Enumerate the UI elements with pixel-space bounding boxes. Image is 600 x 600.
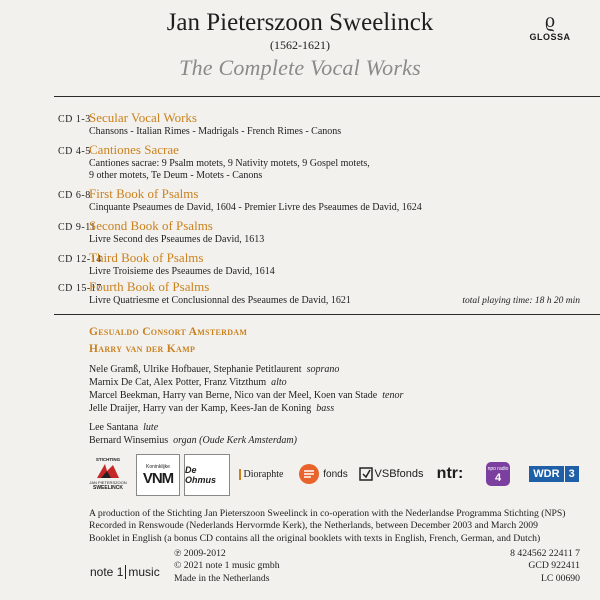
section-desc: Cantiones sacrae: 9 Psalm motets, 9 Nativity motets, 9 Gospel motets,: [89, 158, 370, 169]
section-desc: Livre Troisieme des Pseaumes de David, 1614: [89, 266, 275, 277]
copyright-block: [174, 548, 280, 585]
production-line: A production of the Stichting Jan Pieterszoon Sweelinck in co-operation with the Nederlandse Programma Stichting (NPS): [89, 508, 566, 519]
performer-names: Marnix De Cat, Alex Potter, Franz Vitzthum: [89, 377, 267, 388]
vsbfonds-logo: VSBfonds: [356, 452, 426, 496]
conductor-name: Harry van der Kamp: [89, 343, 196, 355]
pb-fonds-icon: [298, 463, 320, 485]
copyright-line: ℗ 2009-2012: [174, 548, 226, 559]
performer-role: soprano: [306, 364, 340, 375]
section-title: Third Book of Psalms: [89, 250, 204, 265]
performer-line: [89, 422, 158, 434]
top-divider: [54, 96, 600, 97]
composer-dates: (1562-1621): [270, 38, 330, 52]
kvnm-logo: Koninklijke VNM: [136, 454, 180, 496]
sponsor-logos: [86, 452, 586, 500]
catalogue-codes: [510, 548, 580, 585]
catalogue-number: GCD 922411: [528, 560, 580, 572]
middle-divider: [54, 314, 600, 315]
stichting-sweelinck-logo: STICHTING JAN PIETERSZOON SWEELINCK: [89, 457, 127, 491]
performer-names: Jelle Draijer, Harry van der Kamp, Kees-Jan de Koning: [89, 403, 312, 414]
production-line: Booklet in English (a bonus CD contains all the original booklets with texts in English, French, German, and Dutch): [89, 532, 541, 544]
cd-label: CD 6-8: [58, 190, 91, 201]
cd-label: CD 12-14: [58, 254, 102, 265]
copyright-line: Made in the Netherlands: [174, 572, 270, 584]
cd-label: CD 4-5: [58, 146, 91, 157]
stichting-emblem-icon: [93, 462, 123, 480]
section-title: First Book of Psalms: [89, 186, 199, 201]
album-subtitle: The Complete Vocal Works: [179, 55, 421, 80]
performer-line: [89, 390, 403, 402]
performer-names: Lee Santana: [89, 422, 139, 433]
composer-name: Jan Pieterszoon Sweelinck: [166, 9, 434, 36]
cd-label: CD 15-17: [58, 283, 102, 294]
performer-line: [89, 377, 287, 389]
performer-names: Nele Gramß, Ulrike Hofbauer, Stephanie Petitlaurent: [89, 364, 302, 375]
performer-role: lute: [143, 422, 159, 433]
performer-role: organ (Oude Kerk Amsterdam): [173, 435, 297, 446]
cd-label: CD 9-11: [58, 222, 96, 233]
section-title: Fourth Book of Psalms: [89, 279, 210, 294]
barcode-number: 8 424562 22411 7: [510, 548, 580, 559]
performer-role: tenor: [382, 390, 404, 401]
section-desc: Livre Second des Pseaumes de David, 1613: [89, 234, 265, 245]
note1-music-logo: note 1 music: [90, 565, 160, 579]
glossa-logo: [520, 10, 580, 42]
performer-line: [89, 435, 297, 447]
total-playing-time: total playing time: 18 h 20 min: [462, 296, 580, 306]
prins-bernhard-fonds-logo: fonds: [292, 452, 354, 496]
vsb-icon: [359, 467, 373, 481]
section-title: Secular Vocal Works: [89, 110, 197, 125]
dioraphte-logo: Dioraphte: [236, 452, 286, 496]
label-code: LC 00690: [540, 572, 580, 584]
performer-line: [89, 403, 334, 415]
section-desc: Livre Quatriesme et Conclusionnal des Pseaumes de David, 1621: [89, 295, 351, 306]
section-desc: Chansons - Italian Rimes - Madrigals - French Rimes - Canons: [89, 126, 342, 137]
header: [0, 8, 600, 81]
performer-role: bass: [316, 403, 335, 414]
section-desc: 9 other motets, Te Deum - Motets - Canons: [89, 170, 263, 181]
performer-role: alto: [271, 377, 287, 388]
performer-line: [89, 364, 339, 376]
section-title: Second Book of Psalms: [89, 218, 213, 233]
npo-radio4-logo: npo radio 4: [478, 452, 518, 496]
ensemble-name: Gesualdo Consort Amsterdam: [89, 326, 248, 338]
section-title: Cantiones Sacrae: [89, 142, 179, 157]
copyright-line: © 2021 note 1 music gmbh: [174, 560, 280, 572]
section-desc: Cinquante Pseaumes de David, 1604 - Premier Livre des Pseaumes de David, 1624: [89, 202, 422, 213]
production-line: Recorded in Renswoude (Nederlands Hervormde Kerk), the Netherlands, between December 2003 and March 2009: [89, 520, 538, 532]
cd-label: CD 1-3: [58, 114, 91, 125]
glossa-logo-text: GLOSSA: [529, 32, 571, 42]
performer-names: Bernard Winsemius: [89, 435, 169, 446]
glossa-mark-icon: ϱ: [544, 10, 556, 32]
production-credits: [89, 508, 589, 545]
wdr3-logo: WDR 3: [526, 452, 582, 496]
octava-logo: De Ohmus: [184, 454, 230, 496]
ntr-logo: ntr:: [436, 465, 464, 482]
performer-names: Marcel Beekman, Harry van Berne, Nico van der Meel, Koen van Stade: [89, 390, 378, 401]
